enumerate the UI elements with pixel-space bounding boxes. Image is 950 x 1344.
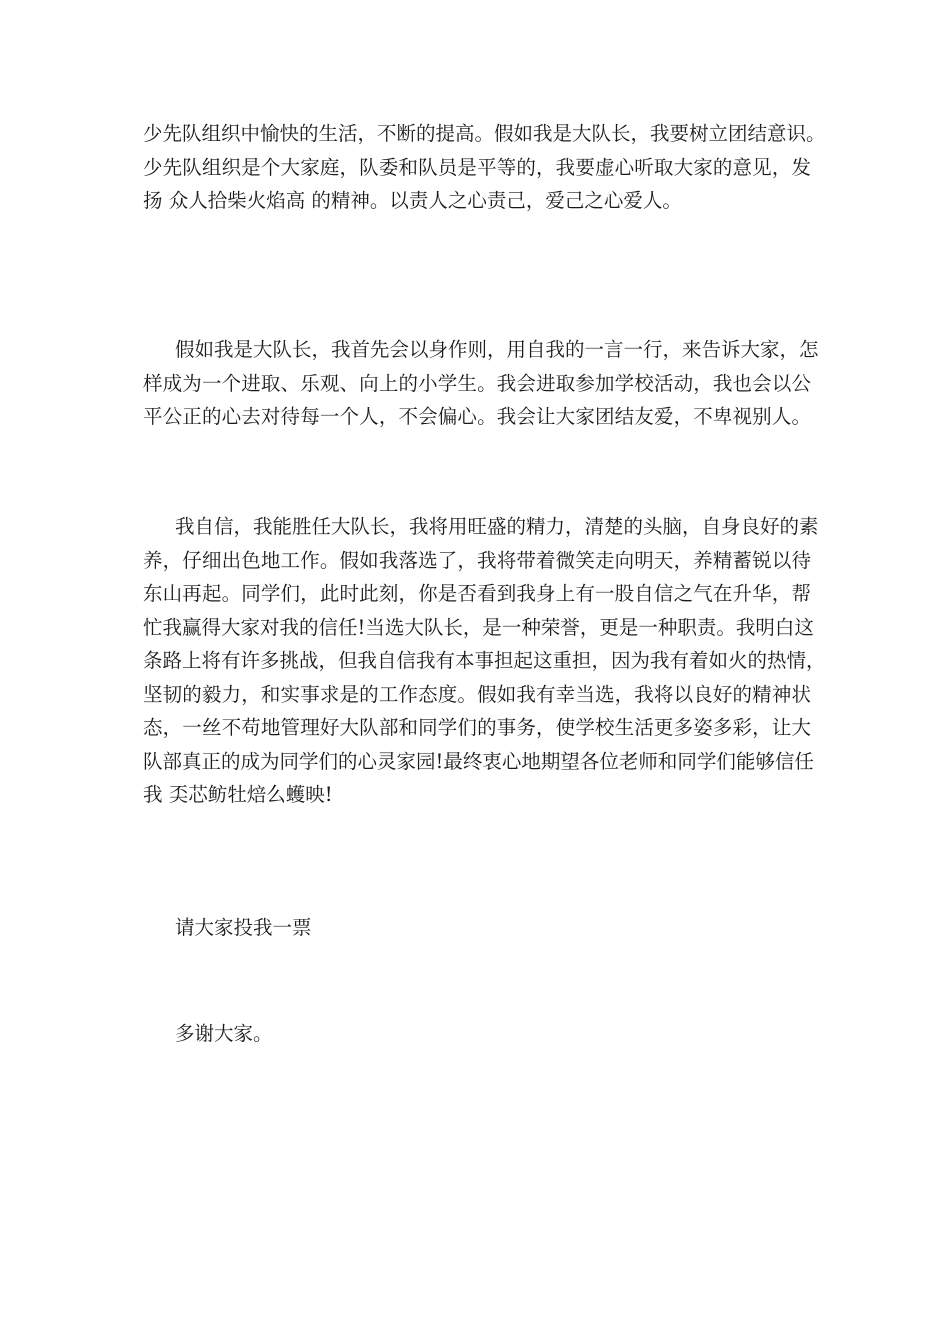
text-line: 态，一丝不苟地管理好大队部和同学们的事务，使学校生活更多姿多彩，让大 xyxy=(143,716,811,739)
text-line: 假如我是大队长，我首先会以身作则，用自我的一言一行，来告诉大家，怎 xyxy=(175,338,819,361)
text-line: 队部真正的成为同学们的心灵家园!最终衷心地期望各位老师和同学们能够信任 xyxy=(143,749,814,773)
paragraph-team-spirit xyxy=(143,117,826,218)
text-line: 多谢大家。 xyxy=(175,1022,273,1045)
paragraph-thanks xyxy=(143,1017,811,1051)
text-line: 养，仔细出色地工作。假如我落选了，我将带着微笑走向明天，养精蓄锐以待 xyxy=(143,548,811,572)
text-line: 我 奀芯鲂牡焙么蠖映! xyxy=(143,783,333,806)
text-line: 坚韧的毅力，和实事求是的工作态度。假如我有幸当选，我将以良好的精神状 xyxy=(143,682,811,706)
text-line: 请大家投我一票 xyxy=(175,916,312,939)
text-line: 忙我赢得大家对我的信任!当选大队长，是一种荣誉，更是一种职责。我明白这 xyxy=(143,615,814,639)
text-line: 样成为一个进取、乐观、向上的小学生。我会进取参加学校活动，我也会以公 xyxy=(143,371,811,395)
paragraph-vote-request xyxy=(143,911,811,945)
paragraph-confidence xyxy=(143,510,826,812)
text-line: 少先队组织中愉快的生活，不断的提高。假如我是大队长，我要树立团结意识。 xyxy=(143,122,826,145)
text-line: 少先队组织是个大家庭，队委和队员是平等的，我要虚心听取大家的意见，发 xyxy=(143,155,811,179)
text-line: 条路上将有许多挑战，但我自信我有本事担起这重担，因为我有着如火的热情， xyxy=(143,649,826,672)
paragraph-lead-by-example xyxy=(143,333,819,434)
text-line: 我自信，我能胜任大队长，我将用旺盛的精力，清楚的头脑，自身良好的素 xyxy=(175,515,819,538)
text-line: 扬 众人拾柴火焰高 的精神。以责人之心责己，爱己之心爱人。 xyxy=(143,189,682,212)
text-line: 平公正的心去对待每一个人，不会偏心。我会让大家团结友爱，不卑视别人。 xyxy=(143,405,811,428)
text-line: 东山再起。同学们，此时此刻，你是否看到我身上有一股自信之气在升华，帮 xyxy=(143,582,811,605)
